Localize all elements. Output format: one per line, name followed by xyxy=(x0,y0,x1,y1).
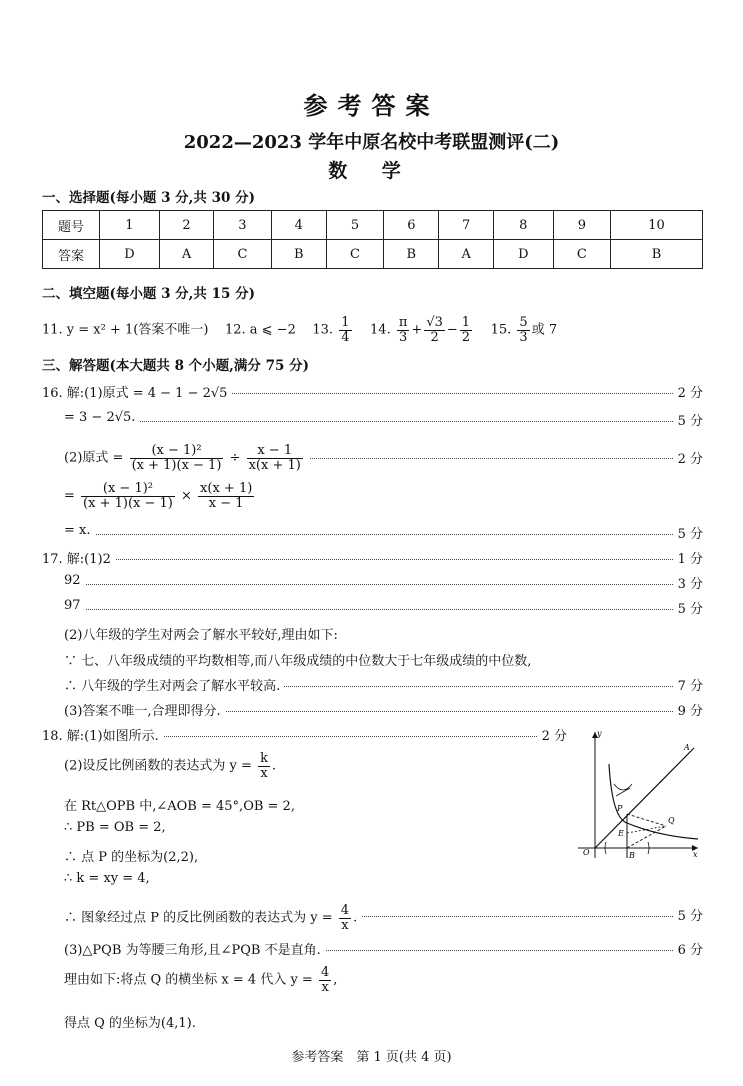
score: 2 分 xyxy=(674,382,703,401)
section-heading-solve: 三、解答题(本大题共 8 个小题,满分 75 分) xyxy=(42,358,309,374)
score: 7 分 xyxy=(674,675,703,694)
q14-label: 14. xyxy=(370,322,391,338)
table-cell: 3 xyxy=(214,211,271,240)
label-p: P xyxy=(617,804,623,813)
line-oa xyxy=(595,748,694,848)
section-heading-fill: 二、填空题(每小题 3 分,共 15 分) xyxy=(42,286,255,302)
table-cell: 7 xyxy=(439,211,493,240)
q13-fraction: $\frac{1}{4}$ xyxy=(341,315,350,345)
score: 5 分 xyxy=(674,598,703,617)
q16-line-3: (2)原式 = $\frac{\text{(x − 1)²}}{(x + 1)(x - 1)}$ ÷ $\frac{x - 1}{x(x + 1)}$ 2 分 xyxy=(64,443,703,473)
label-o: O xyxy=(583,848,590,857)
table-cell: C xyxy=(326,240,383,269)
score: 9 分 xyxy=(674,700,703,719)
q14-fraction-2: $\frac{√3}{2}$ xyxy=(426,315,443,345)
score: 1 分 xyxy=(674,548,703,567)
q17-line-4: (2)八年级的学生对两会了解水平较好,理由如下: xyxy=(64,628,338,643)
q15-label: 15. xyxy=(490,322,512,338)
segment-bq xyxy=(627,826,666,848)
label-e: E xyxy=(618,829,624,838)
table-cell: 10 xyxy=(611,211,703,240)
q16-line-5: = x. 5 分 xyxy=(64,523,703,542)
table-cell: 2 xyxy=(159,211,213,240)
table-cell: 9 xyxy=(553,211,610,240)
table-cell: B xyxy=(611,240,703,269)
table-row-answers xyxy=(43,240,703,269)
q18-line-1: 18. 解:(1)如图所示. 2 分 xyxy=(42,725,567,745)
q17-line-2: 92 3 分 xyxy=(64,573,703,592)
row-label-question: 题号 xyxy=(43,211,100,240)
label-x: x xyxy=(693,850,698,859)
table-cell: C xyxy=(214,240,271,269)
q17-line-7: (3)答案不唯一,合理即得分. 9 分 xyxy=(64,700,703,720)
construction-mark xyxy=(616,788,630,796)
q18-line-4: ∴ PB = OB = 2, xyxy=(64,820,166,835)
q16-line-1: 16. 解:(1)原式 = 4 − 1 − 2√5 2 分 xyxy=(42,382,703,402)
page-title: 参考答案 xyxy=(303,91,440,120)
q15-fraction: $\frac{5}{3}$ xyxy=(519,315,528,345)
q18-line-9: 理由如下:将点 Q 的横坐标 x = 4 代入 y = $\frac{4}{x}$ , xyxy=(64,965,338,995)
score: 5 分 xyxy=(674,523,703,542)
row-label-answer: 答案 xyxy=(43,240,100,269)
label-q: Q xyxy=(668,816,675,825)
label-a: A xyxy=(684,743,690,752)
q15-tail: 或 7 xyxy=(531,322,558,338)
table-cell: A xyxy=(439,240,493,269)
label-b: B xyxy=(629,851,635,860)
label-y: y xyxy=(597,729,602,738)
q12-answer: 12. a ⩽ −2 xyxy=(224,322,296,338)
table-cell: 4 xyxy=(271,211,326,240)
hyperbola xyxy=(609,764,698,839)
q18-line-3: 在 Rt△OPB 中,∠AOB = 45°,OB = 2, xyxy=(64,799,295,814)
table-cell: A xyxy=(159,240,213,269)
q18-line-5: ∴ 点 P 的坐标为(2,2), xyxy=(64,850,199,865)
section-heading-choice: 一、选择题(每小题 3 分,共 30 分) xyxy=(42,190,255,206)
table-cell: 8 xyxy=(493,211,553,240)
q17-line-6: ∴ 八年级的学生对两会了解水平较高. 7 分 xyxy=(64,675,703,695)
answer-table xyxy=(42,210,703,269)
fill-answers: 11. y = x² + 1(答案不唯一) 12. a ⩽ −2 13. $\frac{1}{4}$ 14. $\frac{\pi}{3}$ + $\frac{√3}{2}$ − $\frac{1}{2}$ 15. $\frac{5}{3}$ 或 7 xyxy=(42,315,558,345)
table-cell: D xyxy=(100,240,160,269)
q11-answer: 11. y = x² + 1(答案不唯一) xyxy=(42,322,209,338)
table-cell: 5 xyxy=(326,211,383,240)
q17-line-3: 97 5 分 xyxy=(64,598,703,617)
q16-line-4: = $\frac{\text{(x − 1)²}}{(x + 1)(x - 1)}$ × $\frac{x(x + 1)}{x - 1}$ xyxy=(64,481,253,511)
score: 3 分 xyxy=(674,573,703,592)
construction-arc xyxy=(614,784,632,790)
score: 6 分 xyxy=(674,939,703,958)
exam-subtitle: 2022—2023 学年中原名校中考联盟测评(二) xyxy=(183,132,560,153)
score: 5 分 xyxy=(674,905,703,924)
q18-line-10: 得点 Q 的坐标为(4,1). xyxy=(64,1016,196,1031)
score: 5 分 xyxy=(674,410,703,429)
q18-line-8: (3)△PQB 为等腰三角形,且∠PQB 不是直角. 6 分 xyxy=(64,939,703,959)
table-cell: 1 xyxy=(100,211,160,240)
table-row-numbers xyxy=(43,211,703,240)
score: 2 分 xyxy=(674,448,703,467)
q18-line-6: ∴ k = xy = 4, xyxy=(64,871,150,886)
q13-label: 13. xyxy=(312,322,334,338)
page-footer: 参考答案 第 1 页(共 4 页) xyxy=(291,1050,452,1065)
table-cell: B xyxy=(384,240,439,269)
q18-line-2: (2)设反比例函数的表达式为 y = $\frac{k}{x}$ . xyxy=(64,751,277,781)
table-cell: C xyxy=(553,240,610,269)
subject-title: 数 学 xyxy=(328,160,415,182)
segment-pq xyxy=(627,814,666,826)
score: 2 分 xyxy=(538,725,567,744)
q17-line-1: 17. 解:(1)2 1 分 xyxy=(42,548,703,568)
q16-line-2: = 3 − 2√5. 5 分 xyxy=(64,410,703,429)
q14-fraction-1: $\frac{\pi}{3}$ xyxy=(398,315,408,345)
q18-line-7: ∴ 图象经过点 P 的反比例函数的表达式为 y = $\frac{4}{x}$ . 5 分 xyxy=(64,903,703,933)
q14-fraction-3: $\frac{1}{2}$ xyxy=(461,315,471,345)
table-cell: 6 xyxy=(384,211,439,240)
table-cell: B xyxy=(271,240,326,269)
q17-line-5: ∵ 七、八年级成绩的平均数相等,而八年级成绩的中位数大于七年级成绩的中位数, xyxy=(64,654,532,669)
table-cell: D xyxy=(493,240,553,269)
q18-figure xyxy=(568,726,703,861)
